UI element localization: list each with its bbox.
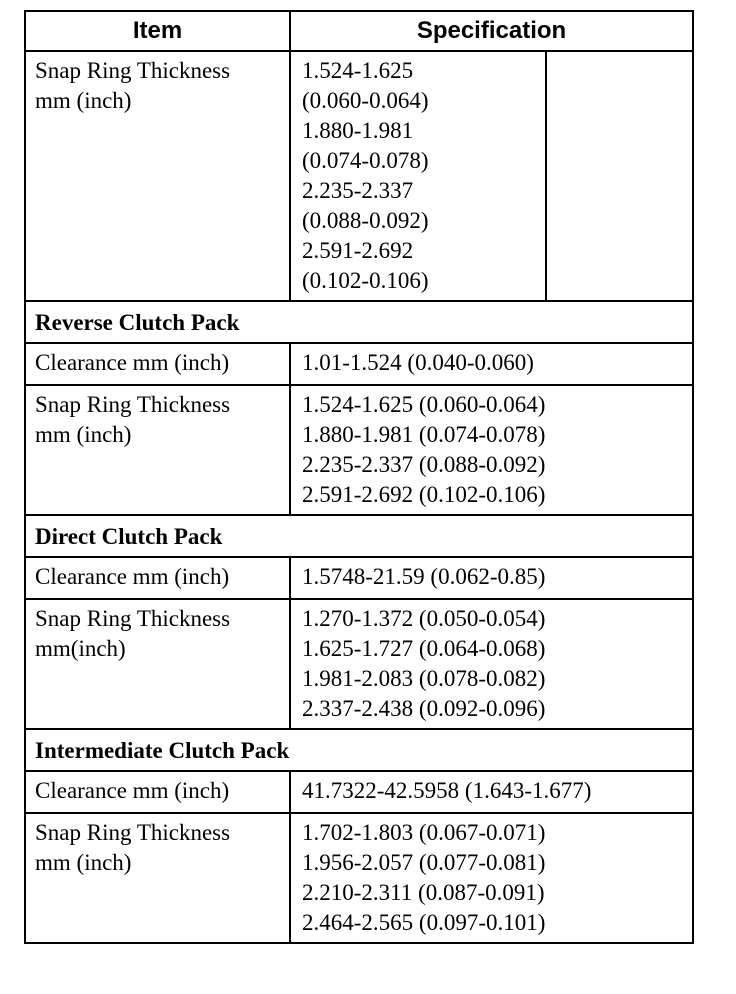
spec-value: 1.702-1.803 (0.067-0.071): [302, 820, 546, 845]
spec-cell: 1.01-1.524 (0.040-0.060): [290, 343, 693, 385]
table-row: [25, 771, 693, 813]
item-cell: [25, 51, 290, 301]
spec-value: 2.464-2.565 (0.097-0.101): [302, 910, 546, 935]
item-cell: Clearance mm (inch): [25, 771, 290, 813]
table-header-row: [25, 11, 693, 51]
spec-inner-box: [291, 52, 692, 300]
item-unit: mm (inch): [35, 422, 132, 447]
table-row: [25, 599, 693, 729]
item-label: Snap Ring Thickness: [35, 820, 231, 845]
spec-value: 1.625-1.727 (0.064-0.068): [302, 636, 546, 661]
table-row: [25, 51, 693, 301]
spec-values: [291, 52, 547, 300]
item-cell: [25, 599, 290, 729]
spec-value: (0.074-0.078): [302, 148, 429, 173]
table-row: [25, 557, 693, 599]
spec-value: 1.880-1.981: [302, 118, 414, 143]
item-unit: mm(inch): [35, 636, 126, 661]
item-cell: Clearance mm (inch): [25, 557, 290, 599]
spec-value: 1.981-2.083 (0.078-0.082): [302, 666, 546, 691]
spec-value: 2.337-2.438 (0.092-0.096): [302, 696, 546, 721]
spec-empty-cell: [547, 52, 692, 300]
spec-value: 1.270-1.372 (0.050-0.054): [302, 606, 546, 631]
section-title: Direct Clutch Pack: [25, 515, 693, 557]
spec-value: 1.880-1.981 (0.074-0.078): [302, 422, 546, 447]
item-cell: [25, 813, 290, 943]
spec-value: 2.591-2.692: [302, 238, 414, 263]
section-title: Reverse Clutch Pack: [25, 301, 693, 343]
spec-value: 1.524-1.625: [302, 58, 414, 83]
item-cell: [25, 385, 290, 515]
spec-cell: [290, 51, 693, 301]
table-row: [25, 385, 693, 515]
specification-table: [24, 10, 694, 944]
spec-value: 1.524-1.625 (0.060-0.064): [302, 392, 546, 417]
section-row-reverse: [25, 301, 693, 343]
spec-cell: [290, 385, 693, 515]
spec-value: (0.102-0.106): [302, 268, 429, 293]
spec-cell: [290, 813, 693, 943]
header-item: Item: [25, 11, 290, 51]
item-unit: mm (inch): [35, 88, 132, 113]
spec-value: (0.060-0.064): [302, 88, 429, 113]
item-label: Snap Ring Thickness: [35, 58, 231, 83]
spec-value: 1.956-2.057 (0.077-0.081): [302, 850, 546, 875]
spec-value: (0.088-0.092): [302, 208, 429, 233]
section-title: Intermediate Clutch Pack: [25, 729, 693, 771]
table-row: [25, 343, 693, 385]
spec-value: 2.235-2.337 (0.088-0.092): [302, 452, 546, 477]
item-label: Snap Ring Thickness: [35, 606, 231, 631]
item-unit: mm (inch): [35, 850, 132, 875]
item-cell: Clearance mm (inch): [25, 343, 290, 385]
table-row: [25, 813, 693, 943]
spec-cell: 1.5748-21.59 (0.062-0.85): [290, 557, 693, 599]
spec-value: 2.210-2.311 (0.087-0.091): [302, 880, 545, 905]
spec-cell: 41.7322-42.5958 (1.643-1.677): [290, 771, 693, 813]
spec-value: 2.235-2.337: [302, 178, 414, 203]
header-specification: Specification: [290, 11, 693, 51]
section-row-direct: [25, 515, 693, 557]
spec-value: 2.591-2.692 (0.102-0.106): [302, 482, 546, 507]
item-label: Snap Ring Thickness: [35, 392, 231, 417]
spec-cell: [290, 599, 693, 729]
section-row-intermediate: [25, 729, 693, 771]
